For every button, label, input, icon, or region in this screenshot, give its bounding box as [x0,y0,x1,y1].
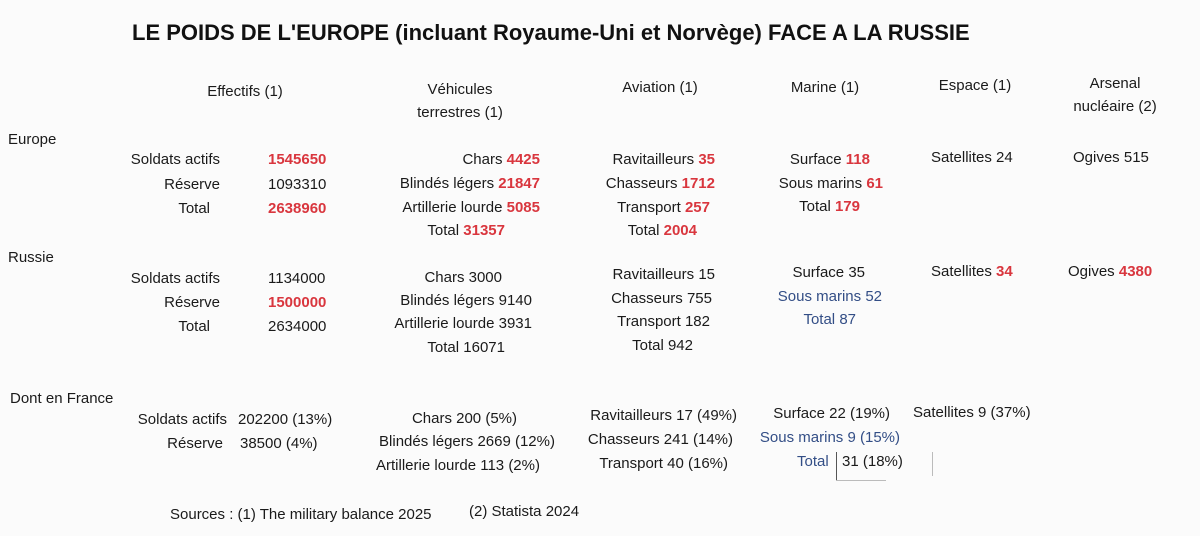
europe-surface-value: 118 [845,151,870,168]
cell-border-left [836,452,837,480]
russie-vehicules-total-value: 16071 [463,339,505,356]
russie-soldats-value: 1134000 [268,270,326,287]
russie-chars [340,269,502,286]
europe-marine-total [740,198,860,215]
russie-sousmarins-label: Sous marins [777,288,862,305]
france-soldats-label: Soldats actifs [137,411,227,428]
europe-sousmarins [740,175,883,192]
france-blindes-value: 2669 (12%) [477,433,555,450]
france-marine-total-label: Total [797,453,829,470]
europe-blindes-value: 21847 [498,175,540,192]
russie-ravitailleurs-value: 15 [698,266,715,283]
france-chars-value: 200 (5%) [456,410,517,427]
cell-border-right [932,452,933,476]
france-transport-value: 40 (16%) [667,455,728,472]
france-sousmarins-label: Sous marins [759,429,844,446]
europe-total-value: 2638960 [268,200,327,217]
france-artillerie-value: 113 (2%) [480,457,540,474]
europe-ravitailleurs-value: 35 [698,151,715,168]
france-chasseurs-value: 241 (14%) [663,431,733,448]
france-reserve-value: 38500 (4%) [240,435,318,452]
row-label-france: Dont en France [10,390,114,407]
europe-reserve-label: Réserve [164,176,220,193]
russie-blindes-value: 9140 [498,292,532,309]
france-ravitailleurs-label: Ravitailleurs [590,407,672,424]
russie-artillerie-value: 3931 [498,315,532,332]
europe-transport [560,199,710,216]
cell-border-bottom [836,480,886,481]
sources-1: Sources : (1) The military balance 2025 [170,506,432,523]
france-surface-value: 22 (19%) [829,405,890,422]
russie-chasseurs-value: 755 [686,290,712,307]
europe-soldats-value: 1545650 [268,151,327,168]
france-chasseurs [560,431,733,448]
france-satellites-value: 9 (37%) [978,404,1031,421]
europe-chasseurs [560,175,715,192]
russie-marine-total-label: Total [803,311,836,328]
europe-vehicules-total-label: Total [427,222,460,239]
russie-surface-value: 35 [848,264,865,281]
russie-ravitailleurs [560,266,715,283]
russie-chars-label: Chars [424,269,465,286]
russie-vehicules-total [340,339,505,356]
europe-surface [740,151,870,168]
russie-chasseurs-label: Chasseurs [611,290,683,307]
europe-marine-total-value: 179 [834,198,860,215]
russie-satellites [931,263,1013,280]
russie-surface [740,264,865,281]
europe-blindes [340,175,540,192]
europe-vehicules-total-value: 31357 [463,222,505,239]
europe-satellites-label: Satellites [931,149,992,166]
europe-chars-value: 4425 [506,151,540,168]
france-chars-label: Chars [411,410,452,427]
europe-artillerie-value: 5085 [506,199,540,216]
europe-soldats-label: Soldats actifs [130,151,220,168]
russie-transport-value: 182 [684,313,710,330]
russie-marine-total [740,311,856,328]
france-satellites-label: Satellites [913,404,974,421]
europe-ogives-value: 515 [1123,149,1149,166]
russie-reserve-value: 1500000 [268,294,327,311]
russie-ogives-value: 4380 [1118,263,1153,280]
russie-satellites-label: Satellites [931,263,992,280]
europe-artillerie [340,199,540,216]
russie-sousmarins-value: 52 [865,288,882,305]
russie-transport-label: Transport [617,313,681,330]
russie-ogives [1068,263,1152,280]
france-surface [740,405,890,422]
europe-chasseurs-value: 1712 [681,175,715,192]
russie-aviation-total-value: 942 [667,337,693,354]
russie-ogives-label: Ogives [1068,263,1115,280]
russie-ravitailleurs-label: Ravitailleurs [612,266,695,283]
europe-vehicules-total [340,222,505,239]
russie-soldats-label: Soldats actifs [130,270,220,287]
russie-aviation-total [560,337,693,354]
russie-artillerie [340,315,532,332]
europe-aviation-total-label: Total [627,222,660,239]
france-soldats-value: 202200 (13%) [238,411,333,428]
header-aviation: Aviation (1) [622,79,698,96]
russie-vehicules-total-label: Total [427,339,460,356]
russie-transport [560,313,710,330]
europe-ravitailleurs [560,151,715,168]
europe-sousmarins-value: 61 [866,175,883,192]
header-vehicules-line2: terrestres (1) [417,104,503,121]
header-marine: Marine (1) [790,79,860,96]
europe-ravitailleurs-label: Ravitailleurs [612,151,695,168]
france-reserve-label: Réserve [167,435,223,452]
france-transport-label: Transport [599,455,663,472]
russie-blindes [340,292,532,309]
europe-reserve-value: 1093310 [268,176,327,193]
france-ravitailleurs-value: 17 (49%) [676,407,737,424]
europe-blindes-label: Blindés légers [399,175,495,192]
france-sousmarins [740,429,900,446]
europe-surface-label: Surface [789,151,842,168]
europe-aviation-total [560,222,697,239]
russie-marine-total-value: 87 [839,311,856,328]
europe-ogives-label: Ogives [1073,149,1120,166]
europe-sousmarins-label: Sous marins [778,175,863,192]
france-transport [560,455,728,472]
france-chars [340,410,517,427]
russie-chars-value: 3000 [468,269,502,286]
europe-ogives [1073,149,1149,166]
france-blindes [340,433,555,450]
europe-transport-label: Transport [617,199,681,216]
row-label-russie: Russie [8,249,54,266]
sources-2: (2) Statista 2024 [469,503,580,520]
russie-chasseurs [560,290,712,307]
europe-total-label: Total [178,200,210,217]
france-ravitailleurs [560,407,737,424]
russie-aviation-total-label: Total [632,337,664,354]
france-sousmarins-value: 9 (15%) [847,429,900,446]
france-artillerie [340,457,540,474]
header-effectifs: Effectifs (1) [207,83,283,100]
europe-artillerie-label: Artillerie lourde [402,199,503,216]
europe-chars-label: Chars [462,151,503,168]
europe-satellites [931,149,1013,166]
europe-aviation-total-value: 2004 [663,222,697,239]
france-blindes-label: Blindés légers [379,433,474,450]
page-title: LE POIDS DE L'EUROPE (incluant Royaume-Uni et Norvège) FACE A LA RUSSIE [132,20,970,45]
france-artillerie-label: Artillerie lourde [376,457,477,474]
europe-transport-value: 257 [684,199,710,216]
europe-chasseurs-label: Chasseurs [605,175,678,192]
europe-marine-total-label: Total [799,198,831,215]
france-chasseurs-label: Chasseurs [587,431,660,448]
russie-artillerie-label: Artillerie lourde [394,315,495,332]
france-satellites [913,404,1031,421]
russie-reserve-label: Réserve [164,294,220,311]
russie-surface-label: Surface [792,264,845,281]
header-arsenal-line1: Arsenal [1089,75,1141,92]
russie-total-label: Total [178,318,210,335]
russie-total-value: 2634000 [268,318,327,335]
russie-sousmarins [740,288,882,305]
russie-satellites-value: 34 [996,263,1013,280]
france-marine-total-value: 31 (18%) [842,453,903,470]
france-surface-label: Surface [773,405,825,422]
russie-blindes-label: Blindés légers [400,292,495,309]
europe-satellites-value: 24 [996,149,1013,166]
header-arsenal-line2: nucléaire (2) [1073,98,1157,115]
header-vehicules-line1: Véhicules [427,81,493,98]
row-label-europe: Europe [8,131,57,148]
europe-chars [340,151,540,168]
header-espace: Espace (1) [938,77,1012,94]
